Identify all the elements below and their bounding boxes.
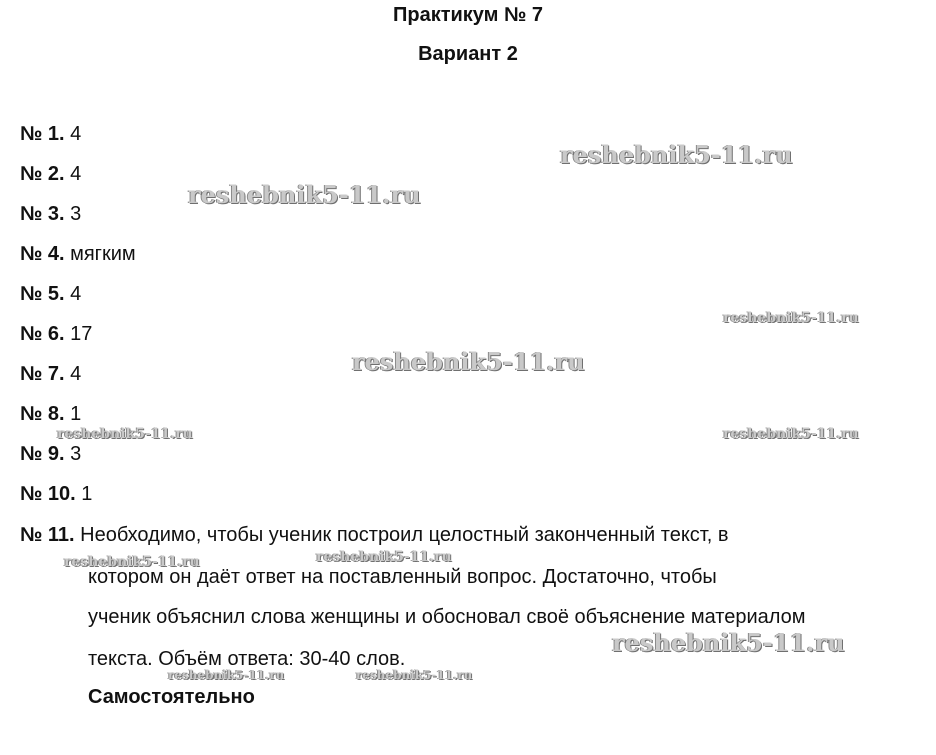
answer-value: 4 — [70, 123, 82, 145]
answer-10 — [20, 483, 92, 506]
answer-value: 1 — [70, 403, 82, 425]
watermark: reshebnik5-11.ru — [560, 140, 793, 169]
answer-number: № 11. — [20, 524, 75, 546]
answer-7 — [20, 363, 81, 386]
answer-3 — [20, 203, 81, 226]
answer-11-line-3: ученик объяснил слова женщины и обосновал своё объяснение материалом — [88, 606, 806, 628]
watermark: reshebnik5-11.ru — [168, 668, 285, 682]
answer-11-line-4: текста. Объём ответа: 30-40 слов. — [88, 648, 406, 670]
watermark: reshebnik5-11.ru — [352, 347, 585, 376]
answer-value: 1 — [81, 483, 93, 505]
answer-number: № 7. — [20, 363, 65, 385]
answer-11-line-1 — [20, 524, 728, 547]
watermark: reshebnik5-11.ru — [57, 426, 193, 442]
answer-number: № 2. — [20, 163, 65, 185]
watermark: reshebnik5-11.ru — [612, 628, 845, 657]
answer-5 — [20, 283, 81, 306]
watermark: reshebnik5-11.ru — [356, 668, 473, 682]
watermark: reshebnik5-11.ru — [188, 180, 421, 209]
answer-number: № 5. — [20, 283, 65, 305]
answer-2 — [20, 163, 81, 186]
answer-6 — [20, 323, 92, 346]
answer-value: 4 — [70, 283, 82, 305]
page-title: Практикум № 7 — [392, 4, 543, 26]
watermark: reshebnik5-11.ru — [316, 549, 452, 565]
answer-value: мягким — [70, 243, 136, 265]
answer-number: № 3. — [20, 203, 65, 225]
answer-4 — [20, 243, 136, 266]
page-subtitle: Вариант 2 — [418, 43, 518, 65]
answer-11-text: Необходимо, чтобы ученик построил целостный законченный текст, в — [80, 524, 729, 546]
answer-number: № 9. — [20, 443, 65, 465]
answer-11-line-2: котором он даёт ответ на поставленный вопрос. Достаточно, чтобы — [88, 566, 717, 588]
answer-number: № 8. — [20, 403, 65, 425]
answer-number: № 4. — [20, 243, 65, 265]
answer-value: 4 — [70, 163, 82, 185]
footer-label: Самостоятельно — [88, 686, 255, 708]
answer-9 — [20, 443, 81, 466]
answer-value: 4 — [70, 363, 82, 385]
answer-1 — [20, 123, 81, 146]
watermark: reshebnik5-11.ru — [64, 554, 200, 570]
answer-number: № 6. — [20, 323, 65, 345]
watermark: reshebnik5-11.ru — [723, 310, 859, 326]
watermark: reshebnik5-11.ru — [723, 426, 859, 442]
answer-value: 3 — [70, 443, 82, 465]
answer-value: 3 — [70, 203, 82, 225]
answer-number: № 10. — [20, 483, 76, 505]
answer-8 — [20, 403, 81, 426]
answer-value: 17 — [70, 323, 93, 345]
answer-number: № 1. — [20, 123, 65, 145]
